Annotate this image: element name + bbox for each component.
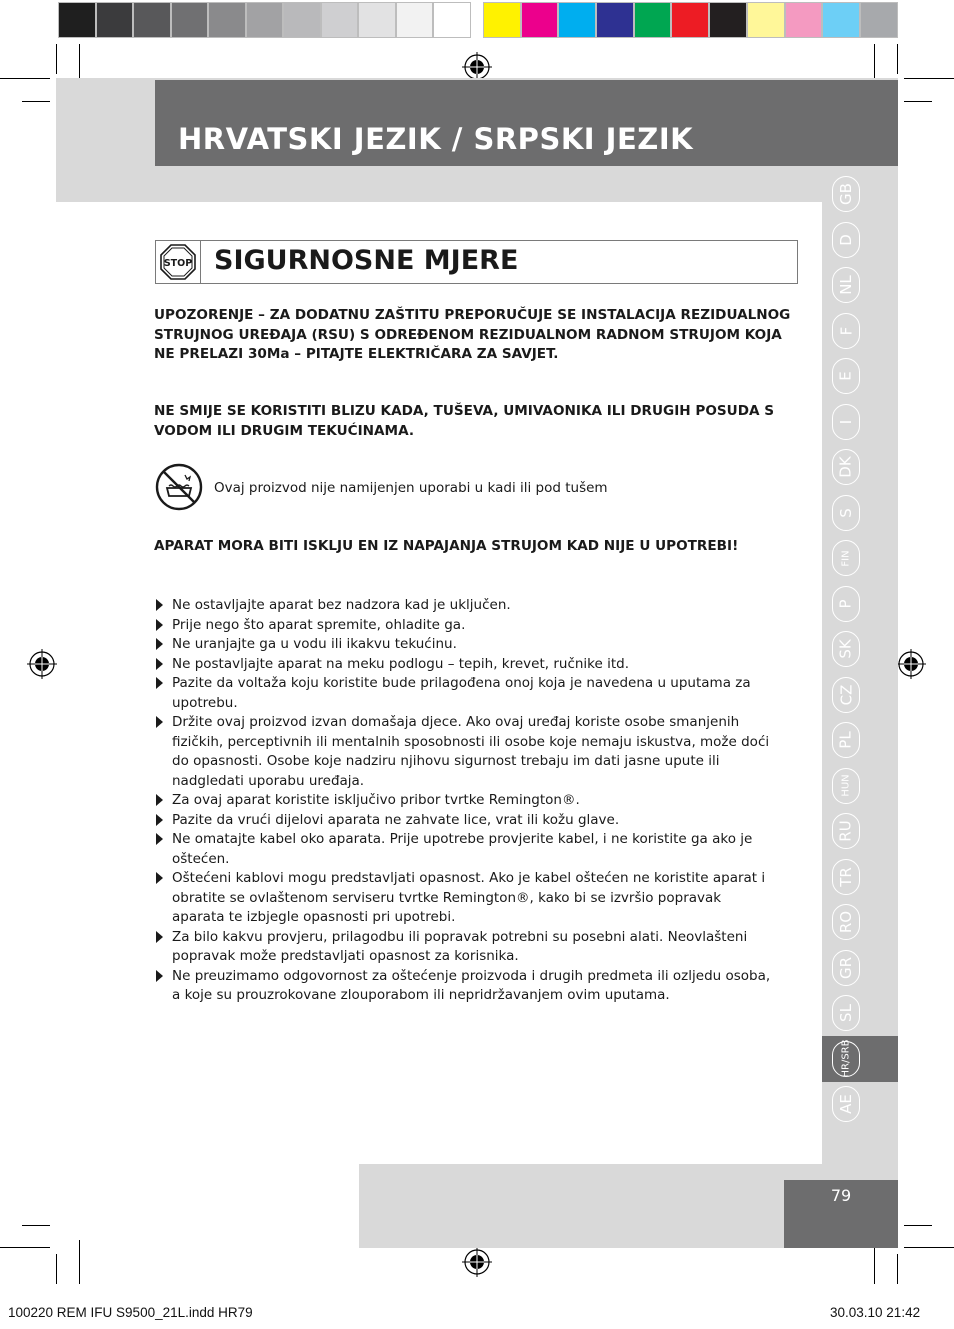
color-swatch (246, 2, 284, 38)
language-tab-label: CZ (837, 684, 855, 705)
language-tab-label: SK (836, 639, 855, 659)
crop-mark (0, 78, 50, 79)
stop-sign-icon (160, 244, 196, 280)
color-swatch (558, 2, 596, 38)
language-tab-label: TR (837, 866, 855, 887)
crop-mark (22, 101, 50, 102)
file-slug: 100220 REM IFU S9500_21L.indd HR79 (8, 1305, 253, 1320)
language-tab-label: P (836, 598, 855, 609)
language-tab-label: SL (836, 1004, 855, 1022)
color-swatch (822, 2, 860, 38)
process-color-bar (483, 2, 898, 38)
no-bath-icon (155, 463, 203, 511)
color-swatch (860, 2, 898, 38)
language-tab-gr[interactable] (832, 950, 860, 986)
page-number: 79 (830, 1186, 852, 1205)
language-tab-label: E (836, 371, 855, 381)
list-item: Ne ostavljajte aparat bez nadzora kad je uključen. (154, 596, 774, 616)
color-swatch (433, 2, 471, 38)
language-tab-fin[interactable] (832, 540, 860, 576)
list-item: Prije nego što aparat spremite, ohladite ga. (154, 616, 774, 636)
safety-instructions-list (154, 596, 774, 1006)
color-swatch (396, 2, 434, 38)
language-tab-gb[interactable] (832, 176, 860, 212)
crop-mark (79, 1240, 80, 1284)
print-datetime: 30.03.10 21:42 (830, 1305, 921, 1320)
language-tab-label: PL (837, 731, 855, 749)
language-tab-label: GR (836, 956, 855, 979)
language-tab-label: HR/SRB (840, 1039, 852, 1078)
color-swatch (785, 2, 823, 38)
language-tab-ae[interactable] (832, 1086, 860, 1122)
registration-mark-icon (462, 1247, 492, 1277)
list-item: Oštećeni kablovi mogu predstavljati opasnost. Ako je kabel oštećen ne koristite aparat i obratite se ovlaštenom serviseru tvrtke Remington®, kako bi se izvršio popravak aparata te izbjegle opasnosti pri upotrebi. (154, 869, 774, 928)
language-tab-nl[interactable] (832, 267, 860, 303)
section-title: SIGURNOSNE MJERE (214, 245, 519, 276)
crop-mark (0, 1247, 50, 1248)
language-tab-hr-srb[interactable] (832, 1041, 860, 1077)
color-swatch (747, 2, 785, 38)
crop-mark (897, 1254, 898, 1284)
language-tab-hun[interactable] (832, 768, 860, 804)
crop-mark (897, 44, 898, 74)
svg-text:STOP: STOP (163, 258, 193, 269)
language-tab-ro[interactable] (832, 904, 860, 940)
list-item: Ne omatajte kabel oko aparata. Prije upotrebe provjerite kabel, i ne koristite ga ako je oštećen. (154, 830, 774, 869)
language-tab-tr[interactable] (832, 859, 860, 895)
language-tab-e[interactable] (832, 358, 860, 394)
color-swatch (171, 2, 209, 38)
language-tab-pl[interactable] (832, 722, 860, 758)
list-item: Ne preuzimamo odgovornost za oštećenje proizvoda i drugih predmeta ili ozljedu osoba, a koje su prouzrokovane zlouporabom ili nepridržavanjem ovim uputama. (154, 967, 774, 1006)
language-tab-label: RO (836, 910, 855, 934)
language-tab-label: RU (837, 820, 855, 842)
language-tab-f[interactable] (832, 313, 860, 349)
language-tab-dk[interactable] (832, 449, 860, 485)
list-item: Ne postavljajte aparat na meku podlogu – tepih, krevet, ručnike itd. (154, 655, 774, 675)
page-title: HRVATSKI JEZIK / SRPSKI JEZIK (178, 122, 694, 156)
language-tab-d[interactable] (832, 222, 860, 258)
language-tab-s[interactable] (832, 495, 860, 531)
language-tab-label: AE (837, 1094, 855, 1114)
crop-mark (904, 1247, 954, 1248)
color-swatch (671, 2, 709, 38)
language-tab-label: D (837, 233, 855, 246)
list-item: Za ovaj aparat koristite isključivo pribor tvrtke Remington®. (154, 791, 774, 811)
crop-mark (56, 44, 57, 74)
color-swatch (58, 2, 96, 38)
warning-rcd: UPOZORENJE – ZA DODATNU ZAŠTITU PREPORUČUJE SE INSTALACIJA REZIDUALNOG STRUJNOG UREĐAJA (RSU) S ODREĐENOM REZIDUALNOM RADNOM STRUJOM KOJA NE PRELAZI 30Ma – PITAJTE ELEKTRIČARA ZA SAVJET. (154, 307, 791, 362)
bath-notice-text: Ovaj proizvod nije namijenjen uporabi u kadi ili pod tušem (214, 480, 608, 496)
list-item: Držite ovaj proizvod izvan domašaja djece. Ako ovaj uređaj koriste osobe smanjenih fizičkih, perceptivnih ili mentalnih sposobnosti ili osobe koje nemaju iskustva, može doći do opasnosti. Osobe koje nadziru njihovu sigurnost trebaju im dati jasne upute ili nadgledati uporabu uređaja. (154, 713, 774, 791)
color-swatch (208, 2, 246, 38)
crop-mark (22, 1225, 50, 1226)
section-heading-divider (200, 240, 201, 284)
language-tab-i[interactable] (832, 404, 860, 440)
language-tab-p[interactable] (832, 586, 860, 622)
language-tab-label: F (836, 326, 855, 335)
color-swatch (596, 2, 634, 38)
list-item: Pazite da voltaža koju koristite bude prilagođena onoj koja je navedena u uputama za upotrebu. (154, 674, 774, 713)
warning-water: NE SMIJE SE KORISTITI BLIZU KADA, TUŠEVA, UMIVAONIKA ILI DRUGIH POSUDA S VODOM ILI DRUGIM TEKUĆINAMA. (154, 403, 775, 439)
language-tab-label: NL (836, 275, 855, 295)
color-swatch (521, 2, 559, 38)
color-swatch (96, 2, 134, 38)
language-tab-label: GB (836, 183, 855, 205)
language-tab-label: S (837, 507, 855, 518)
color-swatch (634, 2, 672, 38)
color-swatch (709, 2, 747, 38)
language-tab-label: DK (836, 456, 855, 478)
language-tab-label: I (837, 419, 855, 424)
color-swatch (283, 2, 321, 38)
language-tab-label: FIN (840, 549, 852, 567)
language-tab-label: HUN (840, 774, 852, 797)
registration-mark-icon (896, 649, 926, 679)
list-item: Ne uranjajte ga u vodu ili ikakvu tekućinu. (154, 635, 774, 655)
language-tab-cz[interactable] (832, 677, 860, 713)
language-tab-sl[interactable] (832, 995, 860, 1031)
crop-mark (904, 101, 932, 102)
registration-mark-icon (27, 649, 57, 679)
language-tab-ru[interactable] (832, 813, 860, 849)
crop-mark (56, 1254, 57, 1284)
color-swatch (133, 2, 171, 38)
color-swatch (358, 2, 396, 38)
warning-unplug: APARAT MORA BITI ISKLJU EN IZ NAPAJANJA STRUJOM KAD NIJE U UPOTREBI! (154, 538, 739, 554)
grey-scale-bar (58, 2, 471, 38)
color-swatch (321, 2, 359, 38)
crop-mark (904, 78, 954, 79)
language-tab-sk[interactable] (832, 631, 860, 667)
list-item: Za bilo kakvu provjeru, prilagodbu ili popravak potrebni su posebni alati. Neovlašteni popravak može predstavljati opasnost za korisnika. (154, 928, 774, 967)
crop-mark (904, 1225, 932, 1226)
list-item: Pazite da vrući dijelovi aparata ne zahvate lice, vrat ili kožu glave. (154, 811, 774, 831)
color-swatch (483, 2, 521, 38)
